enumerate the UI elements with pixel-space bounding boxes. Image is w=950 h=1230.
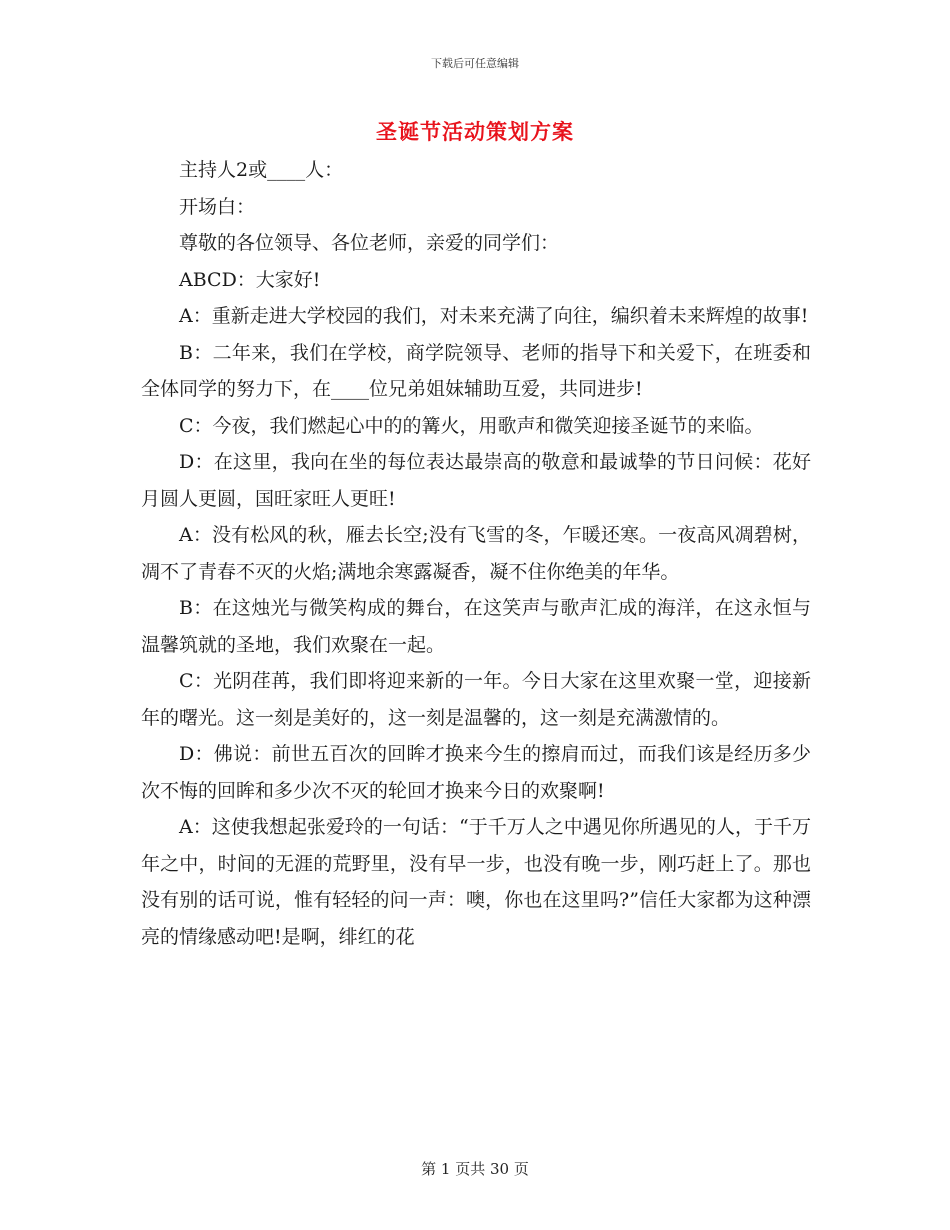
paragraph: 主持人2或____人： [179, 159, 344, 181]
page-number: 第 1 页共 30 页 [421, 1160, 529, 1178]
header-note: 下载后可任意编辑 [431, 57, 519, 70]
paragraph: A：重新走进大学校园的我们，对未来充满了向往，编织着未来辉煌的故事! [179, 305, 809, 327]
document-title: 圣诞节活动策划方案 [376, 119, 574, 144]
paragraph: A：没有松风的秋，雁去长空;没有飞雪的冬，乍暖还寒。一夜高风凋碧树，凋不了青春不灭的火焰;满地余寒露凝香，凝不住你绝美的年华。 [141, 524, 811, 583]
paragraph: D：在这里，我向在坐的每位表达最崇高的敬意和最诚挚的节日问候：花好月圆人更圆，国旺家旺人更旺! [141, 451, 811, 510]
paragraph: 尊敬的各位领导、各位老师，亲爱的同学们： [179, 232, 560, 254]
paragraph: A：这使我想起张爱玲的一句话：“于千万人之中遇见你所遇见的人，于千万年之中，时间的无涯的荒野里，没有早一步，也没有晚一步，刚巧赶上了。那也没有别的话可说，惟有轻轻的问一声：噢，你也在这里吗?”信任大家都为这种漂亮的情缘感动吧!是啊，绯红的花 [141, 816, 811, 948]
paragraph: B：在这烛光与微笑构成的舞台，在这笑声与歌声汇成的海洋，在这永恒与温馨筑就的圣地，我们欢聚在一起。 [141, 597, 811, 656]
document-body [141, 152, 811, 955]
paragraph: D：佛说：前世五百次的回眸才换来今生的擦肩而过，而我们该是经历多少次不悔的回眸和多少次不灭的轮回才换来今日的欢聚啊! [141, 743, 811, 802]
paragraph: ABCD：大家好! [179, 268, 321, 291]
paragraph: C：今夜，我们燃起心中的的篝火，用歌声和微笑迎接圣诞节的来临。 [179, 414, 764, 437]
paragraph: 开场白： [179, 195, 256, 218]
paragraph: C：光阴荏苒，我们即将迎来新的一年。今日大家在这里欢聚一堂，迎接新年的曙光。这一刻是美好的，这一刻是温馨的，这一刻是充满激情的。 [141, 670, 811, 729]
paragraph: B：二年来，我们在学校，商学院领导、老师的指导下和关爱下，在班委和全体同学的努力下，在____位兄弟姐妹辅助互爱，共同进步! [141, 341, 811, 400]
